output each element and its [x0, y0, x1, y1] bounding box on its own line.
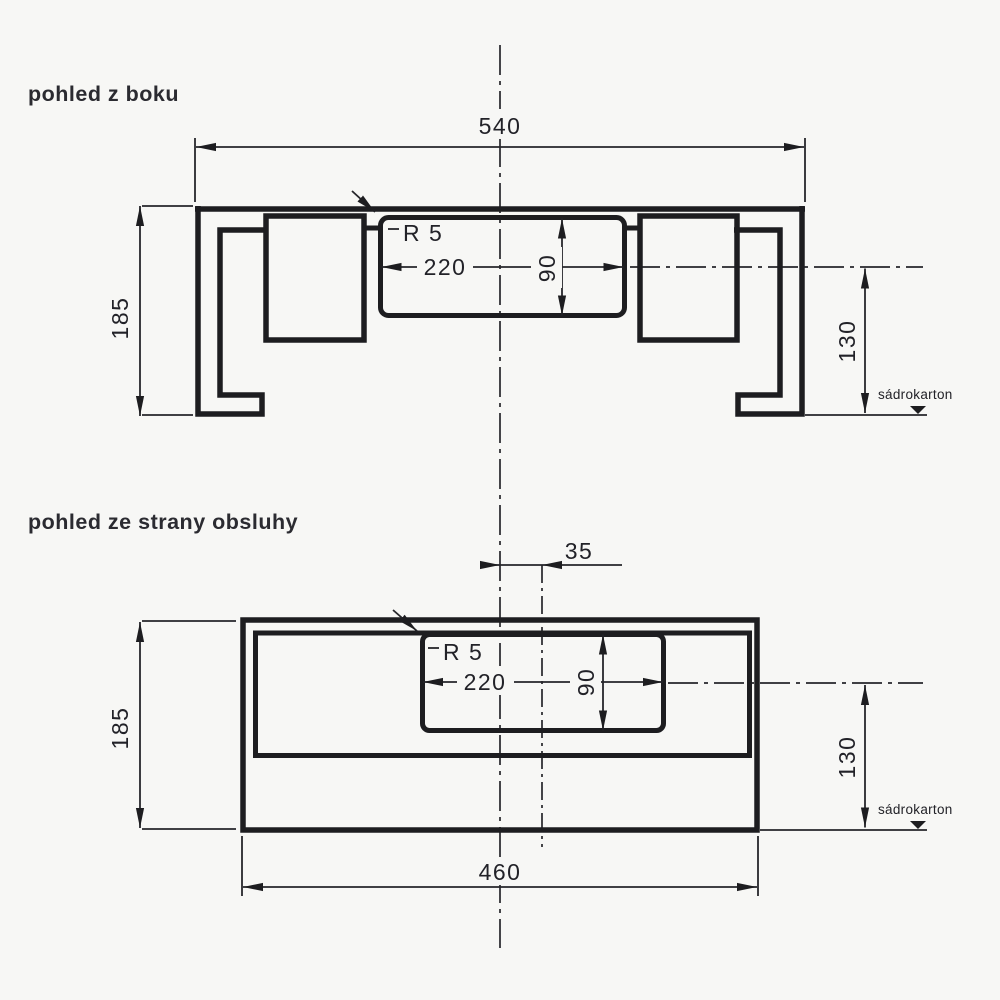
front-dim-cutout-width-label: 220: [463, 669, 507, 695]
center-lines: [500, 45, 923, 948]
side-dim-height: [140, 206, 193, 416]
side-right-mounting-bracket: [640, 216, 737, 340]
side-dim-width-label: 540: [478, 113, 522, 139]
side-radius-label: R 5: [403, 220, 444, 246]
side-view-title: pohled z boku: [28, 82, 180, 106]
front-dim-height-label: 185: [107, 706, 133, 750]
front-dim-offset-label: 35: [564, 538, 594, 564]
front-radius-leader: [393, 610, 439, 648]
side-right-wall-profile: [734, 206, 802, 414]
side-drywall-marker-icon: [910, 406, 926, 414]
front-radius-label: R 5: [443, 639, 484, 665]
side-drywall-label: sádrokarton: [878, 387, 953, 402]
front-dim-cutout-height-label: 90: [573, 667, 599, 697]
front-view-drawing: [140, 565, 927, 896]
front-dim-width-label: 460: [478, 859, 522, 885]
side-left-wall-profile: [198, 206, 266, 414]
front-view-title: pohled ze strany obsluhy: [28, 510, 299, 534]
labels: [28, 82, 953, 885]
side-left-mounting-bracket: [266, 216, 364, 340]
front-dim-center-to-drywall-label: 130: [834, 735, 860, 779]
front-drywall-marker-icon: [910, 821, 926, 829]
front-dim-height: [140, 621, 236, 829]
front-drywall-label: sádrokarton: [878, 802, 953, 817]
side-dim-cutout-width-label: 220: [423, 254, 467, 280]
side-dim-height-label: 185: [107, 296, 133, 340]
side-dim-cutout-height-label: 90: [534, 253, 560, 283]
label-backgrounds: [417, 109, 601, 885]
side-dim-center-to-drywall-label: 130: [834, 319, 860, 363]
